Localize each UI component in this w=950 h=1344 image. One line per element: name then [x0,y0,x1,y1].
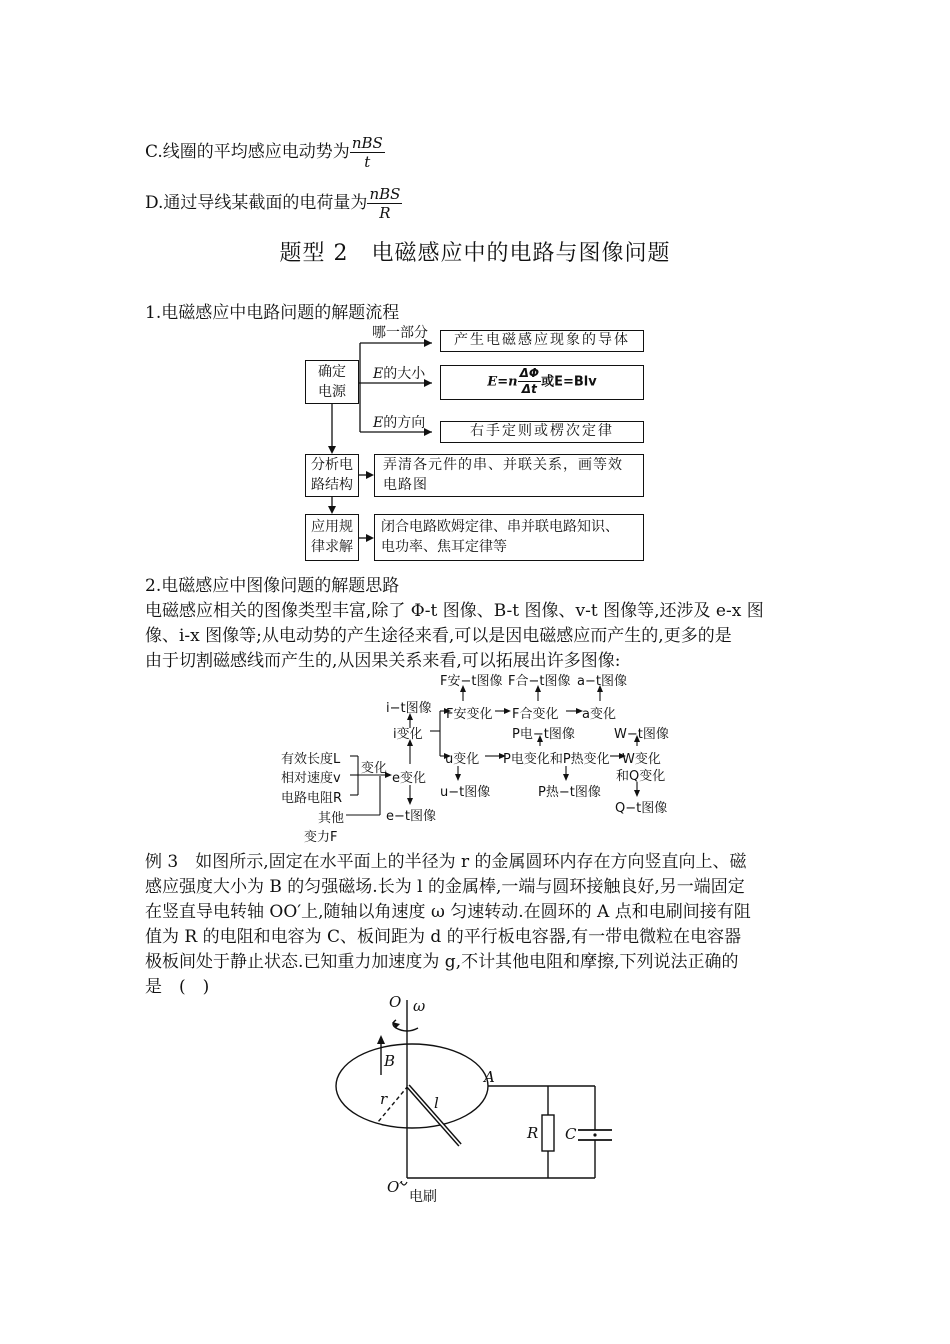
flow-source-box: 确定 电源 [305,360,359,404]
flow-label-dir-text: 的方向 [383,415,426,431]
fig3-label-resistor: R [527,1124,539,1142]
fig3-label-o: O [389,993,402,1011]
flow-box-dir: 右手定则或楞次定律 [440,421,644,443]
flow-analyze-box: 分析电 路结构 [305,454,359,497]
flow-size-formula-b: 或E=Blv [541,374,597,390]
d2-q-t: Q−t图像 [615,801,668,816]
flow-apply-box: 应用规 律求解 [305,514,359,561]
option-d-text: D.通过导线某截面的电荷量为 [145,193,368,213]
item1-title: 1.电磁感应中电路问题的解题流程 [145,303,400,323]
flow-size-den: Δt [521,382,537,396]
example3-line-5: 极板间处于静止状态.已知重力加速度为 g,不计其他电阻和摩擦,下列说法正确的 [145,952,739,972]
fig3-label-l: l [434,1094,439,1112]
d2-input-force: 变力F [304,830,338,845]
d2-input-other: 其他 [318,811,345,826]
d2-f-an-t: F安−t图像 [440,674,503,689]
d2-u-change: u变化 [445,752,480,767]
d2-change: 变化 [361,761,388,776]
fig3-label-a: A [484,1068,495,1086]
option-c-denominator: t [364,153,371,171]
option-d-denominator: R [379,204,391,222]
flow-label-size-text: 的大小 [383,366,426,382]
flow-size-num: ΔΦ [519,366,540,380]
example3-line-4: 值为 R 的电阻和电容为 C、板间距为 d 的平行板电容器,有一带电微粒在电容器 [145,927,742,947]
option-c-numerator: nBS [351,134,383,152]
flow-label-size-symbol: E [373,366,384,382]
item2-para-3: 由于切割磁感线而产生的,从因果关系来看,可以拓展出许多图像: [145,651,621,671]
d2-i-change: i变化 [393,727,423,742]
b-field-arrowhead [377,1035,385,1044]
example3-line-3: 在竖直导电转轴 OO′上,随轴以角速度 ω 匀速转动.在圆环的 A 点和电刷间接有阻 [145,902,751,922]
example3-line-6: 是 ( ) [145,977,210,997]
fig3-label-o-prime: O′ [387,1178,403,1196]
item2-para-1: 电磁感应相关的图像类型丰富,除了 Φ-t 图像、B-t 图像、v-t 图像等,还涉及 e-x 图 [145,601,764,621]
d2-q-change: 和Q变化 [616,769,666,784]
item2-para-2: 像、i-x 图像等;从电动势的产生途径来看,可以是因电磁感应而产生的,更多的是 [145,626,732,646]
fig3-label-r: r [380,1090,388,1108]
d2-input-length: 有效长度L [281,752,341,767]
item2-title: 2.电磁感应中图像问题的解题思路 [145,576,400,596]
flow-box-which: 产生电磁感应现象的导体 [440,330,644,352]
d2-w-change: W变化 [622,752,661,767]
d2-a-t: a−t图像 [577,674,627,689]
d2-input-resistance: 电路电阻R [281,791,343,806]
flow-label-which: 哪一部分 [372,325,428,341]
section-title: 题型 2 电磁感应中的电路与图像问题 [279,241,671,266]
d2-p-change: P电变化和P热变化 [503,752,610,767]
fig3-label-b: B [384,1052,396,1070]
option-d-numerator: nBS [369,185,401,203]
d2-f-he-change: F合变化 [512,707,559,722]
d2-e-change: e变化 [392,771,426,786]
flow-analyze-desc: 弄清各元件的串、并联关系，画等效 电路图 [374,454,644,497]
fig3-label-omega: ω [413,997,426,1015]
d2-f-an-change: F安变化 [446,707,493,722]
charged-particle [593,1133,596,1136]
d2-w-t: W−t图像 [614,727,669,742]
d2-f-he-t: F合−t图像 [508,674,571,689]
fig3-label-brush: 电刷 [409,1189,437,1205]
metal-ring [336,1044,488,1128]
example3-line-2: 感应强度大小为 B 的匀强磁场.长为 l 的金属棒,一端与圆环接触良好,另一端固定 [145,877,745,897]
d2-a-change: a变化 [582,707,616,722]
d2-p-re-t: P热−t图像 [538,785,601,800]
flow-apply-desc: 闭合电路欧姆定律、串并联电路知识、 电功率、焦耳定律等 [374,514,644,561]
fig3-label-capacitor: C [565,1125,577,1143]
option-c-text: C.线圈的平均感应电动势为 [145,142,350,162]
flow-size-formula-a: E=n [487,374,518,390]
d2-u-t: u−t图像 [440,785,491,800]
example3-line-1: 例 3 如图所示,固定在水平面上的半径为 r 的金属圆环内存在方向竖直向上、磁 [145,852,747,872]
flow-label-dir-symbol: E [373,415,384,431]
d2-p-dian-t: P电−t图像 [512,727,575,742]
resistor [542,1115,554,1151]
d2-input-speed: 相对速度v [281,771,341,786]
d2-e-t: e−t图像 [386,809,436,824]
d2-i-t: i−t图像 [386,701,432,716]
